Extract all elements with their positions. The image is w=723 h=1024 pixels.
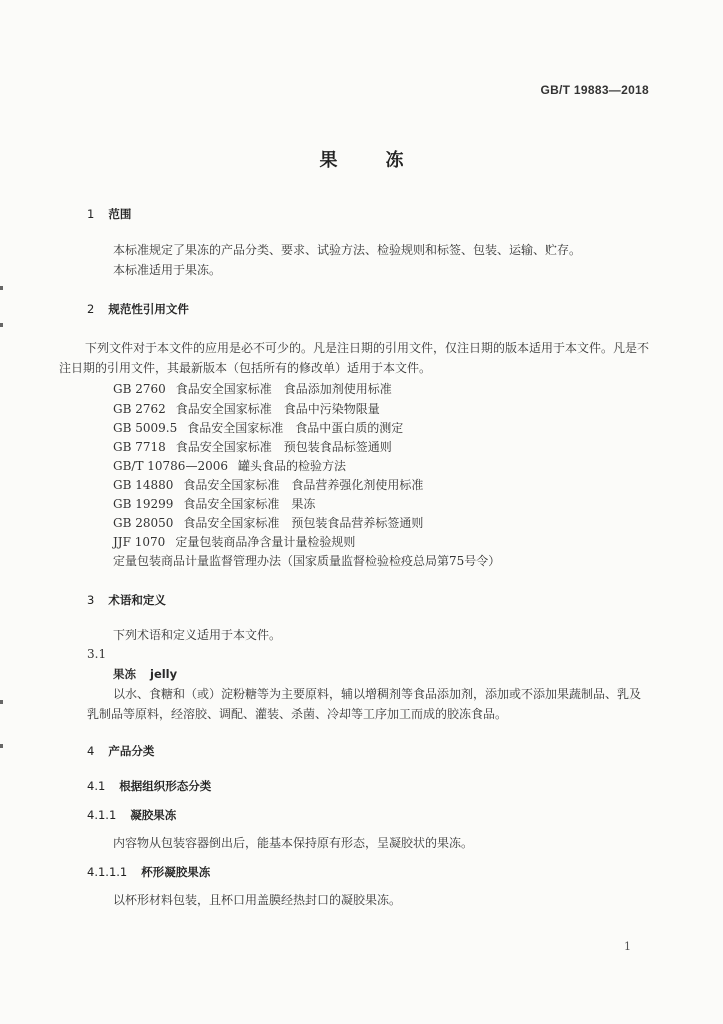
reference-item <box>113 419 415 436</box>
term-zh: 果冻 <box>113 667 136 681</box>
clause-3-1-number: 3.1 <box>87 647 107 661</box>
reference-title: 预包装食品标签通则 <box>283 440 392 454</box>
reference-category: 食品安全国家标准 <box>183 497 280 511</box>
reference-item <box>113 438 404 455</box>
section-4-heading <box>87 743 154 759</box>
reference-code: JJF 1070 <box>113 535 166 549</box>
section-4-1-heading <box>87 778 211 794</box>
reference-item-regulation: 定量包装商品计量监督管理办法（国家质量监督检验检疫总局第75号令） <box>113 554 501 568</box>
section-4-1-1-1-heading <box>87 864 210 880</box>
reference-category: 罐头食品的检验方法 <box>237 459 346 473</box>
section-number: 4.1 <box>87 779 106 793</box>
section-2-intro: 下列文件对于本文件的应用是必不可少的。凡是注日期的引用文件，仅注日期的版本适用于本文件。凡是不注日期的引用文件，其最新版本（包括所有的修改单）适用于本文件。 <box>59 341 650 375</box>
reference-code: GB 14880 <box>113 478 174 492</box>
page-number: 1 <box>624 940 631 953</box>
reference-code: GB 2760 <box>113 382 166 396</box>
section-title: 术语和定义 <box>108 593 166 607</box>
term-definition: 以水、食糖和（或）淀粉糖等为主要原料，辅以增稠剂等食品添加剂，添加或不添加果蔬制品、乳及乳制品等原料，经溶胶、调配、灌装、杀菌、冷却等工序加工而成的胶冻食品。 <box>87 687 642 721</box>
section-title: 杯形凝胶果冻 <box>141 865 211 879</box>
section-title: 根据组织形态分类 <box>119 779 212 793</box>
page-title: 果冻 <box>319 150 452 171</box>
section-number: 2 <box>87 302 95 316</box>
reference-code: GB 5009.5 <box>113 421 178 435</box>
section-3-heading <box>87 592 166 608</box>
reference-item <box>113 380 404 397</box>
section-title: 规范性引用文件 <box>108 302 189 316</box>
reference-title: 食品中蛋白质的测定 <box>295 421 404 435</box>
section-number: 4.1.1 <box>87 808 117 822</box>
reference-item <box>113 495 327 512</box>
reference-title: 果冻 <box>291 497 316 511</box>
section-title: 产品分类 <box>108 744 155 758</box>
reference-item <box>113 476 435 493</box>
term-entry <box>113 666 177 682</box>
scan-edge-mark <box>0 700 3 704</box>
reference-category: 食品安全国家标准 <box>175 382 272 396</box>
reference-category: 定量包装商品净含量计量检验规则 <box>175 535 356 549</box>
reference-code: GB 19299 <box>113 497 174 511</box>
reference-item <box>113 457 370 474</box>
reference-code: GB 28050 <box>113 516 174 530</box>
section-4-1-1-heading <box>87 807 176 823</box>
reference-category: 食品安全国家标准 <box>183 478 280 492</box>
reference-item <box>113 533 379 550</box>
term-en: jelly <box>150 667 178 681</box>
scan-edge-mark <box>0 323 3 327</box>
reference-title: 食品营养强化剂使用标准 <box>291 478 424 492</box>
reference-code: GB 7718 <box>113 440 166 454</box>
section-4-1-1-1-paragraph: 以杯形材料包装，且杯口用盖膜经热封口的凝胶果冻。 <box>113 893 402 907</box>
section-number: 4 <box>87 744 95 758</box>
reference-title: 预包装食品营养标签通则 <box>291 516 424 530</box>
reference-category: 食品安全国家标准 <box>175 440 272 454</box>
reference-category: 食品安全国家标准 <box>183 516 280 530</box>
section-number: 3 <box>87 593 95 607</box>
reference-code: GB/T 10786—2006 <box>113 459 228 473</box>
section-1-paragraph-2: 本标准适用于果冻。 <box>113 263 222 277</box>
scan-edge-mark <box>0 286 3 290</box>
section-number: 1 <box>87 207 95 221</box>
reference-item <box>113 514 435 531</box>
section-2-heading <box>87 301 189 317</box>
reference-category: 食品安全国家标准 <box>187 421 284 435</box>
reference-item <box>113 400 392 417</box>
reference-title: 食品添加剂使用标准 <box>283 382 392 396</box>
section-number: 4.1.1.1 <box>87 865 128 879</box>
reference-title: 食品中污染物限量 <box>283 402 380 416</box>
standard-code: GB/T 19883—2018 <box>540 83 649 97</box>
section-1-paragraph-1: 本标准规定了果冻的产品分类、要求、试验方法、检验规则和标签、包装、运输、贮存。 <box>113 243 582 257</box>
reference-code: GB 2762 <box>113 402 166 416</box>
section-3-intro: 下列术语和定义适用于本文件。 <box>113 628 282 642</box>
section-title: 范围 <box>108 207 132 221</box>
section-1-heading <box>87 206 131 222</box>
section-title: 凝胶果冻 <box>130 808 177 822</box>
scan-edge-mark <box>0 744 3 748</box>
reference-category: 食品安全国家标准 <box>175 402 272 416</box>
section-4-1-1-paragraph: 内容物从包装容器倒出后，能基本保持原有形态，呈凝胶状的果冻。 <box>113 836 474 850</box>
